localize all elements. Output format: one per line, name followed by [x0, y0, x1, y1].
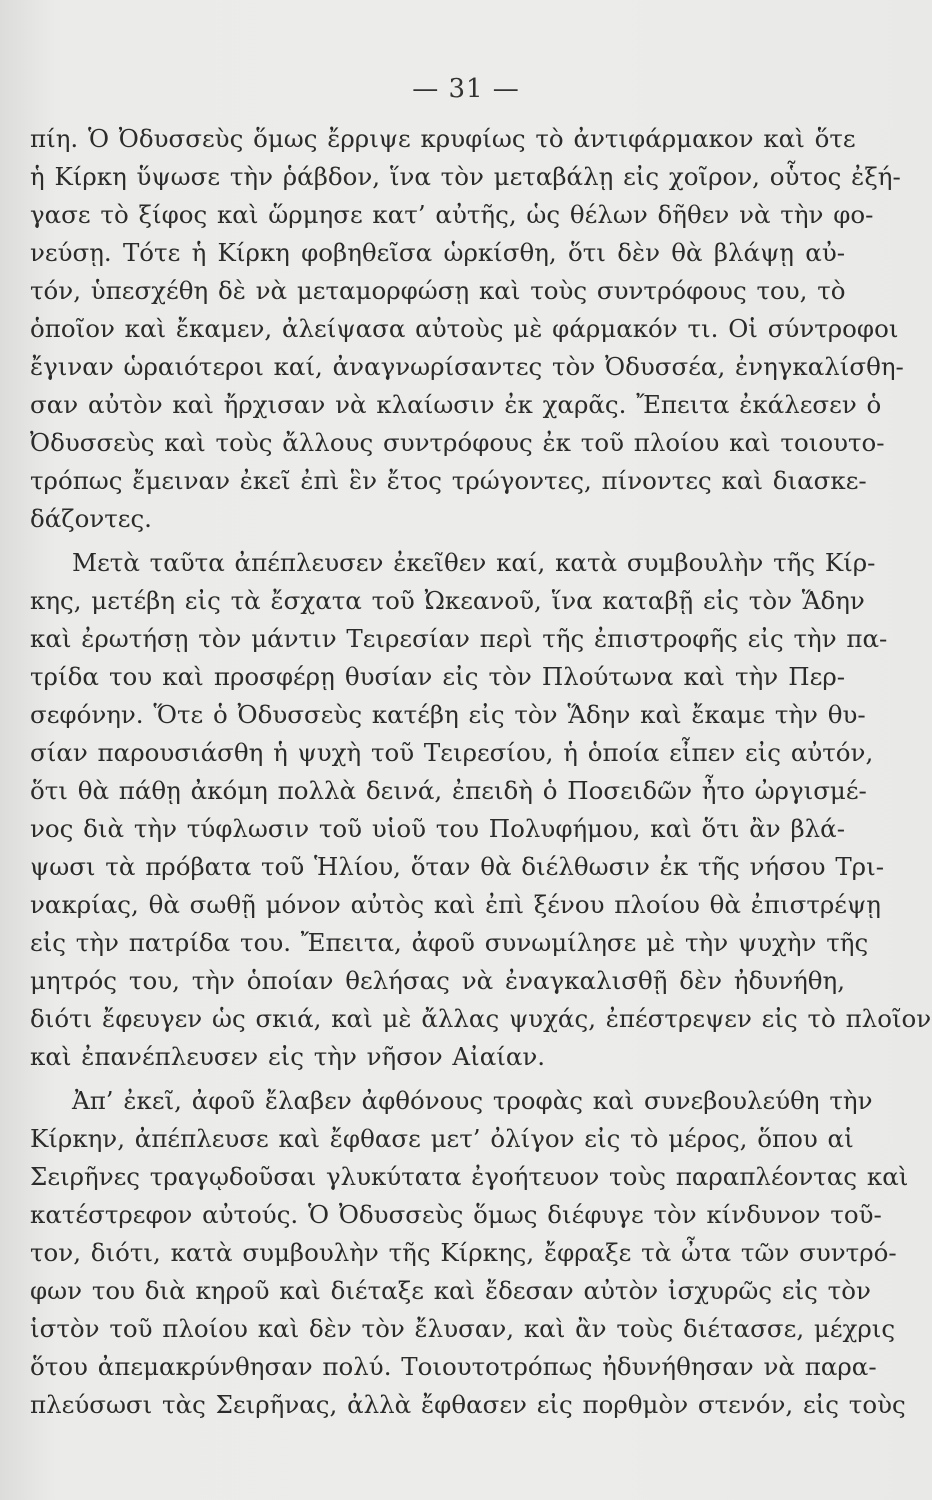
text-line: Μετὰ ταῦτα ἀπέπλευσεν ἐκεῖθεν καί, κατὰ συμβουλὴν τῆς Κίρ- — [72, 548, 876, 577]
text-line: σεφόνην. Ὅτε ὁ Ὀδυσσεὺς κατέβη εἰς τὸν Ἅδην καὶ ἔκαμε τὴν θυ- — [30, 700, 866, 729]
page-number: — 31 — — [412, 74, 520, 104]
text-line: διότι ἔφευγεν ὡς σκιά, καὶ μὲ ἄλλας ψυχάς, ἐπέστρεψεν εἰς τὸ πλοῖον — [30, 1004, 932, 1033]
paragraph — [30, 120, 904, 538]
text-line: ἡ Κίρκη ὕψωσε τὴν ῥάβδον, ἵνα τὸν μεταβάλῃ εἰς χοῖρον, οὗτος ἐξή- — [30, 162, 901, 191]
text-line: δάζοντες. — [30, 504, 152, 533]
text-line: νεύσῃ. Τότε ἡ Κίρκη φοβηθεῖσα ὡρκίσθη, ὅτι δὲν θὰ βλάψῃ αὐ- — [30, 238, 845, 267]
text-line: εἰς τὴν πατρίδα του. Ἔπειτα, ἀφοῦ συνωμίλησε μὲ τὴν ψυχὴν τῆς — [30, 928, 869, 957]
text-line: γασε τὸ ξίφος καὶ ὥρμησε κατ’ αὐτῆς, ὡς θέλων δῆθεν νὰ τὴν φο- — [30, 200, 874, 229]
text-line: νος διὰ τὴν τύφλωσιν τοῦ υἱοῦ του Πολυφήμου, καὶ ὅτι ἂν βλά- — [30, 814, 845, 843]
text-line: τρόπως ἔμειναν ἐκεῖ ἐπὶ ἓν ἔτος τρώγοντες, πίνοντες καὶ διασκε- — [30, 466, 867, 495]
text-line: πλεύσωσι τὰς Σειρῆνας, ἀλλὰ ἔφθασεν εἰς πορθμὸν στενόν, εἰς τοὺς — [30, 1390, 906, 1419]
body-text — [30, 120, 932, 1424]
text-line: φων του διὰ κηροῦ καὶ διέταξε καὶ ἔδεσαν αὐτὸν ἰσχυρῶς εἰς τὸν — [30, 1276, 871, 1305]
text-line: μητρός του, τὴν ὁποίαν θελήσας νὰ ἐναγκαλισθῇ δὲν ἠδυνήθη, — [30, 966, 845, 995]
text-line: σαν αὐτὸν καὶ ἤρχισαν νὰ κλαίωσιν ἐκ χαρᾶς. Ἔπειτα ἐκάλεσεν ὁ — [30, 390, 882, 419]
text-line: ὅτου ἀπεμακρύνθησαν πολύ. Τοιουτοτρόπως ἠδυνήθησαν νὰ παρα- — [30, 1352, 877, 1381]
text-line: ὁποῖον καὶ ἔκαμεν, ἀλείψασα αὐτοὺς μὲ φάρμακόν τι. Οἱ σύντροφοι — [30, 314, 899, 343]
text-line: ὅτι θὰ πάθῃ ἀκόμη πολλὰ δεινά, ἐπειδὴ ὁ Ποσειδῶν ἦτο ὠργισμέ- — [30, 776, 867, 805]
text-line: ψωσι τὰ πρόβατα τοῦ Ἡλίου, ὅταν θὰ διέλθωσιν ἐκ τῆς νήσου Τρι- — [30, 852, 884, 881]
text-line: νακρίας, θὰ σωθῇ μόνον αὐτὸς καὶ ἐπὶ ξένου πλοίου θὰ ἐπιστρέψῃ — [30, 890, 881, 919]
text-line: πίη. Ὁ Ὀδυσσεὺς ὅμως ἔρριψε κρυφίως τὸ ἀντιφάρμακον καὶ ὅτε — [30, 124, 856, 153]
text-line: τόν, ὑπεσχέθη δὲ νὰ μεταμορφώσῃ καὶ τοὺς συντρόφους του, τὸ — [30, 276, 846, 305]
text-line: Ὀδυσσεὺς καὶ τοὺς ἄλλους συντρόφους ἐκ τοῦ πλοίου καὶ τοιουτο- — [30, 428, 885, 457]
paragraph — [30, 1082, 909, 1424]
text-line: τον, διότι, κατὰ συμβουλὴν τῆς Κίρκης, ἔφραξε τὰ ὦτα τῶν συντρό- — [30, 1238, 897, 1267]
text-line: καὶ ἐπανέπλευσεν εἰς τὴν νῆσον Αἰαίαν. — [30, 1042, 546, 1071]
text-line: Κίρκην, ἀπέπλευσε καὶ ἔφθασε μετ’ ὀλίγον εἰς τὸ μέρος, ὅπου αἱ — [30, 1124, 854, 1153]
text-line: καὶ ἐρωτήσῃ τὸν μάντιν Τειρεσίαν περὶ τῆς ἐπιστροφῆς εἰς τὴν πα- — [30, 624, 888, 653]
text-line: ἱστὸν τοῦ πλοίου καὶ δὲν τὸν ἔλυσαν, καὶ ἂν τοὺς διέτασσε, μέχρις — [30, 1314, 896, 1343]
text-line: κατέστρεφον αὐτούς. Ὁ Ὀδυσσεὺς ὅμως διέφυγε τὸν κίνδυνον τοῦ- — [30, 1200, 882, 1229]
text-line: Σειρῆνες τραγῳδοῦσαι γλυκύτατα ἐγοήτευον τοὺς παραπλέοντας καὶ — [30, 1162, 909, 1191]
text-line: Ἀπ’ ἐκεῖ, ἀφοῦ ἔλαβεν ἀφθόνους τροφὰς καὶ συνεβουλεύθη τὴν — [72, 1086, 873, 1115]
paragraph — [30, 544, 932, 1076]
text-line: σίαν παρουσιάσθη ἡ ψυχὴ τοῦ Τειρεσίου, ἡ ὁποία εἶπεν εἰς αὐτόν, — [30, 738, 874, 767]
text-line: τρίδα του καὶ προσφέρῃ θυσίαν εἰς τὸν Πλούτωνα καὶ τὴν Περ- — [30, 662, 845, 691]
text-line: ἔγιναν ὡραιότεροι καί, ἀναγνωρίσαντες τὸν Ὀδυσσέα, ἐνηγκαλίσθη- — [30, 352, 904, 381]
text-line: κης, μετέβη εἰς τὰ ἔσχατα τοῦ Ὠκεανοῦ, ἵνα καταβῇ εἰς τὸν Ἅδην — [30, 586, 865, 615]
